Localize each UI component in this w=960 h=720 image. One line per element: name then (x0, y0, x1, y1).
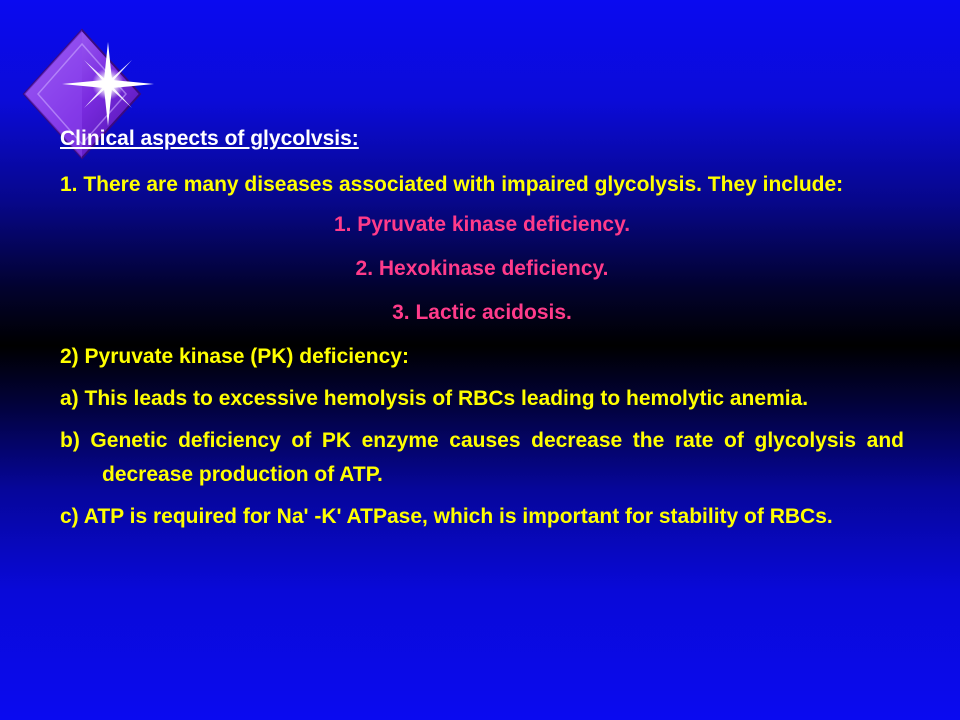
disease-item: 1. Pyruvate kinase deficiency. (333, 213, 631, 236)
section-subheading: 2) Pyruvate kinase (PK) deficiency: (60, 345, 409, 368)
point-c: c) ATP is required for Na' -K' ATPase, which is important for stability of RBCs. (60, 505, 833, 528)
disease-item: 2. Hexokinase deficiency. (355, 257, 609, 280)
slide-title: Clinical aspects of glycolvsis: (60, 127, 359, 150)
slide-content (60, 124, 904, 542)
intro-paragraph: 1. There are many diseases associated with impaired glycolysis. They include: (60, 173, 844, 196)
point-b: b) Genetic deficiency of PK enzyme causes decrease the rate of glycolysis and decrease production of ATP. (60, 429, 904, 486)
disease-item: 3. Lactic acidosis. (392, 301, 572, 324)
point-a: a) This leads to excessive hemolysis of RBCs leading to hemolytic anemia. (60, 387, 809, 410)
